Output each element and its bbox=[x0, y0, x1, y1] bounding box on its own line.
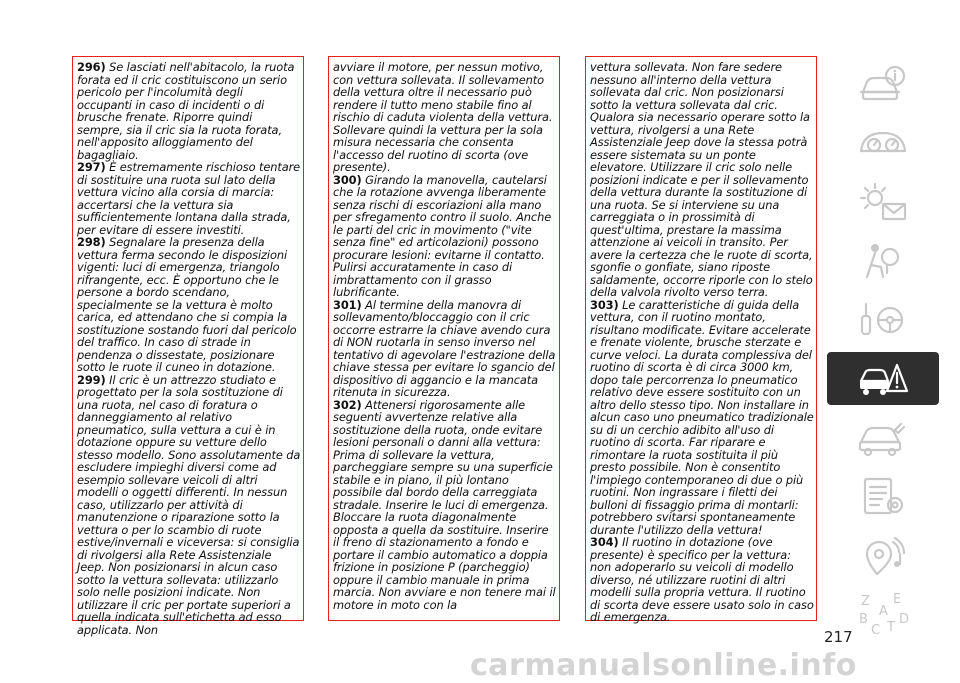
note-299: 299) Il cric è un attrezzo studiato e progettato per la sola sostituzione di una ruota, nel caso di foratura o danneggiamento al relativo pneumatico, sulla vettura a cui è in dotazione oppure su vetture dello stesso modello. Sono assolutamente da escludere impieghi diversi come ad esempio sollevare veicoli di altri modelli o oggetti differenti. In nessun caso, utilizzarlo per attività di manutenzione o riparazione sotto la vettura o per lo scambio di ruote estive/invernali e viceversa: si consiglia di rivolgersi alla Rete Assistenziale Jeep. Non posizionarsi in alcun caso sotto la vettura sollevata: utilizzarlo solo nelle posizioni indicate. Non utilizzare il cric per portate superiori a quella indicata sull'etichetta ad esso applicata. Non bbox=[77, 372, 301, 637]
emergency-car-icon bbox=[857, 357, 909, 401]
page-number: 217 bbox=[824, 628, 853, 646]
sidebar-item-car-info[interactable] bbox=[827, 57, 939, 110]
car-info-icon bbox=[857, 62, 909, 106]
text-column-3 bbox=[585, 56, 817, 624]
note-298: 298) Segnalare la presenza della vettura ferma secondo le disposizioni vigenti: luci di emergenza, triangolo rifrangente, ecc. È opportuno che le persone a bordo scendano, specialmente se la vettura è molto carica, ed attendano che si compia la sostituzione sostando fuori dal pericolo del traffico. In caso di strade in pendenza o dissestate, posizionare sotto le ruote il cuneo in dotazione. bbox=[77, 235, 297, 374]
index-letter-b: B bbox=[859, 611, 868, 627]
sidebar-item-maintenance[interactable] bbox=[827, 411, 939, 464]
index-letter-e: E bbox=[893, 591, 902, 607]
note-297: 297) È estremamente rischioso tentare di sostituire una ruota sul lato della vettura vicino alla corsia di marcia: accertarsi che la vettura sia sufficientemente lontana dalla strada, per evitare di essere investiti. bbox=[77, 160, 301, 237]
note-303: 303) Le caratteristiche di guida della vettura, con il ruotino montato, risultano modificate. Evitare accelerate e frenate violente, brusche sterzate e curve veloci. La durata complessiva del ruotino di scorta è di circa 3000 km, dopo tale percorrenza lo pneumatico relativo deve essere sostituito con un altro dello stesso tipo. Non installare in alcun caso uno pneumatico tradizionale su di un cerchio adibito all'uso di ruotino di scorta. Far riparare e rimontare la ruota sostituita il più presto possibile. Non è consentito l'impiego contemporaneo di due o più ruotini. Non ingrassare i filetti dei bulloni di fissaggio prima di montarli: potrebbero svitarsi spontaneamente durante l'utilizzo della vettura! bbox=[590, 297, 814, 537]
safety-light-icon bbox=[857, 180, 909, 224]
index-letter-d: D bbox=[899, 611, 910, 627]
index-icon bbox=[857, 593, 909, 637]
note-301: 301) Al termine della manovra di sollevamento/bloccaggio con il cric occorre estrarre la chiave avendo cura di NON ruotarla in senso inverso nel tentativo di agevolare l'estrazione della chiave stessa per evitare lo sgancio del dispositivo di aggancio e la mancata ritenuta in sicurezza. bbox=[333, 297, 556, 399]
sidebar-item-multimedia[interactable] bbox=[827, 529, 939, 582]
multimedia-icon bbox=[857, 534, 909, 578]
sidebar-item-safety-light[interactable] bbox=[827, 175, 939, 228]
note-300: 300) Girando la manovella, cautelarsi che la rotazione avvenga liberamente senza rischi di escoriazioni alla mano per sfregamento contro il suolo. Anche le parti del cric in movimento ("vite senza fine" ed articolazioni) possono procurare lesioni: evitarne il contatto. Pulirsi accuratamente in caso di imbrattamento con il grasso lubrificante. bbox=[333, 172, 552, 299]
index-letter-z: Z bbox=[861, 593, 870, 609]
note-296: 296) Se lasciati nell'abitacolo, la ruota forata ed il cric costituiscono un serio pericolo per l'incolumità degli occupanti in caso di incidenti o di brusche frenate. Riporre quindi sempre, sia il cric sia la ruota forata, nell'apposito alloggiamento del bagagliaio. bbox=[77, 60, 295, 162]
text-column-2 bbox=[328, 56, 560, 621]
text-column-1 bbox=[72, 56, 304, 637]
sidebar-item-airbag[interactable] bbox=[827, 234, 939, 287]
maintenance-car-icon bbox=[857, 416, 909, 460]
dashboard-icon bbox=[857, 121, 909, 165]
note-299-continued: avviare il motore, per nessun motivo, con vettura sollevata. Il sollevamento della vettura oltre il necessario può rendere il tutto meno stabile fino al rischio di caduta violenta della vettura. Sollevare quindi la vettura per la sola misura necessaria che consenta l'accesso del ruotino di scorta (ove presente). bbox=[333, 60, 553, 174]
sidebar-item-dashboard[interactable] bbox=[827, 116, 939, 169]
note-302-continued: vettura sollevata. Non fare sedere nessuno all'interno della vettura sollevata dal cric. Non posizionarsi sotto la vettura sollevata dal cric. Qualora sia necessario operare sotto la vettura, rivolgersi a una Rete Assistenziale Jeep dove la stessa potrà essere sistemata su un ponte elevatore. Utilizzare il cric solo nelle posizioni indicate e per il sollevamento della vettura durante la sostituzione di una ruota. Se si interviene su una carreggiata o in prossimità di quest'ultima, prestare la massima attenzione ai veicoli in transito. Per avere la certezza che le ruote di scorta, sgonfie o gonfiate, siano riposte saldamente, occorre riporle con lo stelo della valvola rivolto verso terra. bbox=[590, 60, 813, 299]
index-letter-t: T bbox=[887, 619, 895, 635]
watermark: carmanualsonline.info bbox=[470, 648, 857, 683]
driving-wheel-icon bbox=[857, 298, 909, 342]
airbag-icon bbox=[857, 239, 909, 283]
note-302: 302) Attenersi rigorosamente alle seguenti avvertenze relative alla sostituzione della ruota, onde evitare lesioni personali o danni alla vettura: Prima di sollevare la vettura, parcheggiare sempre su una superficie stabile e in piano, il più lontano possibile dal bordo della carreggiata stradale. Inserire le luci di emergenza. Bloccare la ruota diagonalmente opposta a quella da sostituire. Inserire il freno di stazionamento a fondo e portare il cambio automatico a doppia frizione in posizione P (parcheggio) oppure il cambio manuale in prima marcia. Non avviare e non tenere mai il motore in moto con la bbox=[333, 397, 556, 612]
sidebar-item-driving[interactable] bbox=[827, 293, 939, 346]
note-304: 304) Il ruotino in dotazione (ove presente) è specifico per la vettura: non adoperarlo su veicoli di modello diverso, né utilizzare ruotini di altri modelli sulla propria vettura. Il ruotino di scorta deve essere usato solo in caso di emergenza. bbox=[590, 535, 814, 624]
index-letter-a: A bbox=[879, 603, 888, 619]
technical-data-icon bbox=[857, 475, 909, 519]
sidebar-item-emergency[interactable] bbox=[827, 352, 939, 405]
sidebar-item-technical[interactable] bbox=[827, 470, 939, 523]
index-letter-c: C bbox=[871, 622, 881, 638]
chapter-sidebar bbox=[827, 57, 939, 647]
